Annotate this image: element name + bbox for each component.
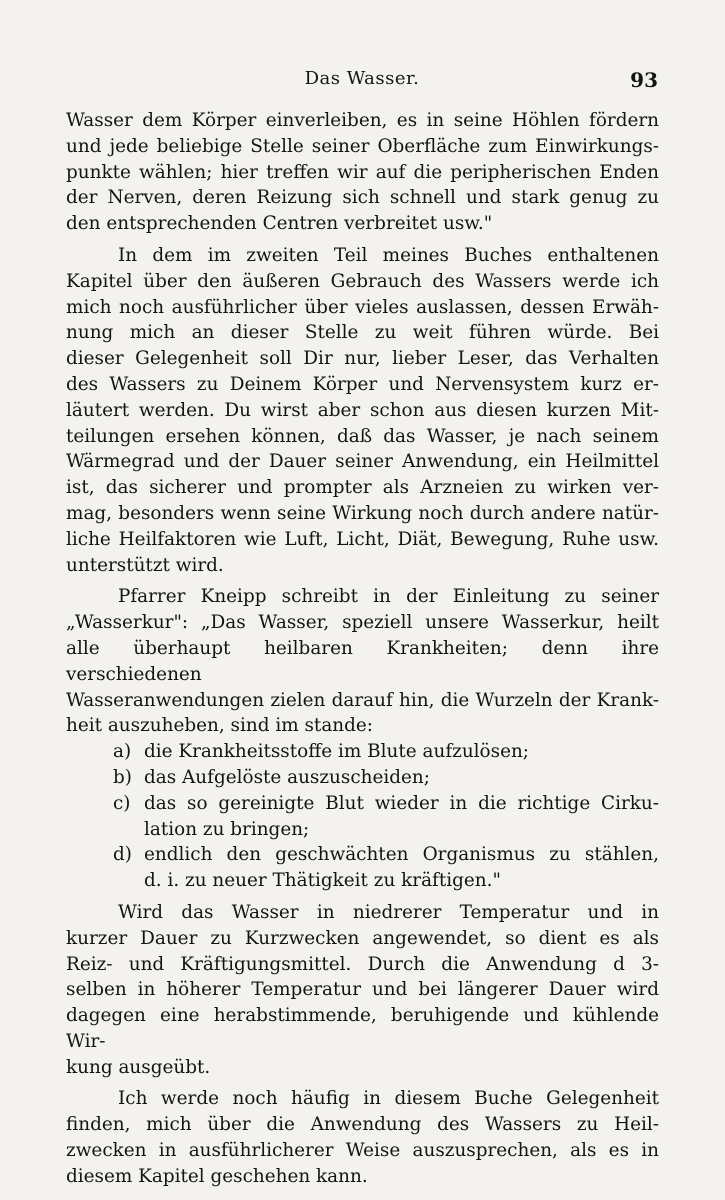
text-line: das Aufgelöste auszuscheiden; (144, 766, 430, 788)
list-item (66, 842, 659, 894)
text-line: Ich werde noch häufig in diesem Buche Gelegenheit (118, 1088, 659, 1110)
paragraph-2 (66, 243, 659, 578)
running-head (66, 68, 658, 100)
text-line: selben in höherer Temperatur und bei längerer Dauer wird (66, 979, 659, 1001)
list-item (66, 765, 659, 791)
list-marker: a) (113, 741, 132, 763)
text-line: das so gereinigte Blut wieder in die richtige Cirku- (144, 792, 659, 814)
text-line: alle überhaupt heilbaren Krankheiten; denn ihre verschiedenen (66, 637, 659, 685)
body-text (66, 108, 659, 1190)
text-line: unterstützt wird. (66, 554, 224, 576)
text-line: den entsprechenden Centren verbreitet usw." (66, 213, 493, 235)
text-line: nung mich an dieser Stelle zu weit führen würde. Bei (66, 322, 659, 344)
text-line: Pfarrer Kneipp schreibt in der Einleitung zu seiner (118, 586, 659, 608)
enumerated-list (66, 739, 659, 894)
text-line: kung ausgeübt. (66, 1056, 211, 1078)
text-line: diesem Kapitel geschehen kann. (66, 1165, 368, 1187)
text-line: Reiz- und Kräftigungsmittel. Durch die Anwendung d 3- (66, 953, 659, 975)
page-number: 93 (630, 68, 658, 92)
text-line: lation zu bringen; (144, 818, 310, 840)
paragraph-1 (66, 108, 659, 237)
text-line: Wird das Wasser in niedrerer Temperatur und in (118, 901, 659, 923)
text-line: d. i. zu neuer Thätigkeit zu kräftigen." (144, 870, 501, 892)
text-line: „Wasserkur": „Das Wasser, speziell unsere Wasserkur, heilt (66, 612, 659, 634)
text-line: Wärmegrad und der Dauer seiner Anwendung, ein Heilmittel (66, 451, 659, 473)
paragraph-5 (66, 1086, 659, 1189)
list-marker: b) (113, 766, 132, 788)
text-line: des Wassers zu Deinem Körper und Nervensystem kurz er- (66, 373, 659, 395)
text-line: Kapitel über den äußeren Gebrauch des Wassers werde ich (66, 270, 659, 292)
text-line: Wasseranwendungen zielen darauf hin, die Wurzeln der Krank- (66, 689, 659, 711)
text-line: heit auszuheben, sind im stande: (66, 715, 373, 737)
text-line: der Nerven, deren Reizung sich schnell und stark genug zu (66, 187, 659, 209)
text-line: und jede beliebige Stelle seiner Oberfläche zum Einwirkungs- (66, 135, 659, 157)
text-line: finden, mich über die Anwendung des Wassers zu Heil- (66, 1114, 659, 1136)
text-line: punkte wählen; hier treffen wir auf die peripherischen Enden (66, 161, 659, 183)
paragraph-3 (66, 584, 659, 739)
text-line: ist, das sicherer und prompter als Arzneien zu wirken ver- (66, 477, 659, 499)
text-line: mich noch ausführlicher über vieles auslassen, dessen Erwäh- (66, 296, 659, 318)
text-line: kurzer Dauer zu Kurzwecken angewendet, so dient es als (66, 927, 659, 949)
running-title: Das Wasser. (304, 68, 420, 89)
text-line: die Krankheitsstoffe im Blute aufzulösen; (144, 741, 529, 763)
text-line: mag, besonders wenn seine Wirkung noch durch andere natür- (66, 502, 659, 524)
text-line: teilungen ersehen können, daß das Wasser, je nach seinem (66, 425, 659, 447)
list-marker: d) (113, 844, 132, 866)
text-line: Wasser dem Körper einverleiben, es in seine Höhlen fördern (66, 110, 659, 131)
text-line: zwecken in ausführlicherer Weise auszusprechen, als es in (66, 1140, 659, 1162)
list-item (66, 739, 659, 765)
text-line: In dem im zweiten Teil meines Buches enthaltenen (118, 244, 659, 266)
list-marker: c) (113, 792, 131, 814)
text-line: dagegen eine herabstimmende, beruhigende und kühlende Wir- (66, 1005, 659, 1052)
text-line: läutert werden. Du wirst aber schon aus diesen kurzen Mit- (66, 399, 659, 421)
paragraph-4 (66, 900, 659, 1081)
text-line: liche Heilfaktoren wie Luft, Licht, Diät, Bewegung, Ruhe usw. (66, 528, 659, 550)
list-item (66, 791, 659, 843)
text-line: endlich den geschwächten Organismus zu stählen, (144, 844, 659, 866)
text-line: dieser Gelegenheit soll Dir nur, lieber Leser, das Verhalten (66, 348, 659, 370)
